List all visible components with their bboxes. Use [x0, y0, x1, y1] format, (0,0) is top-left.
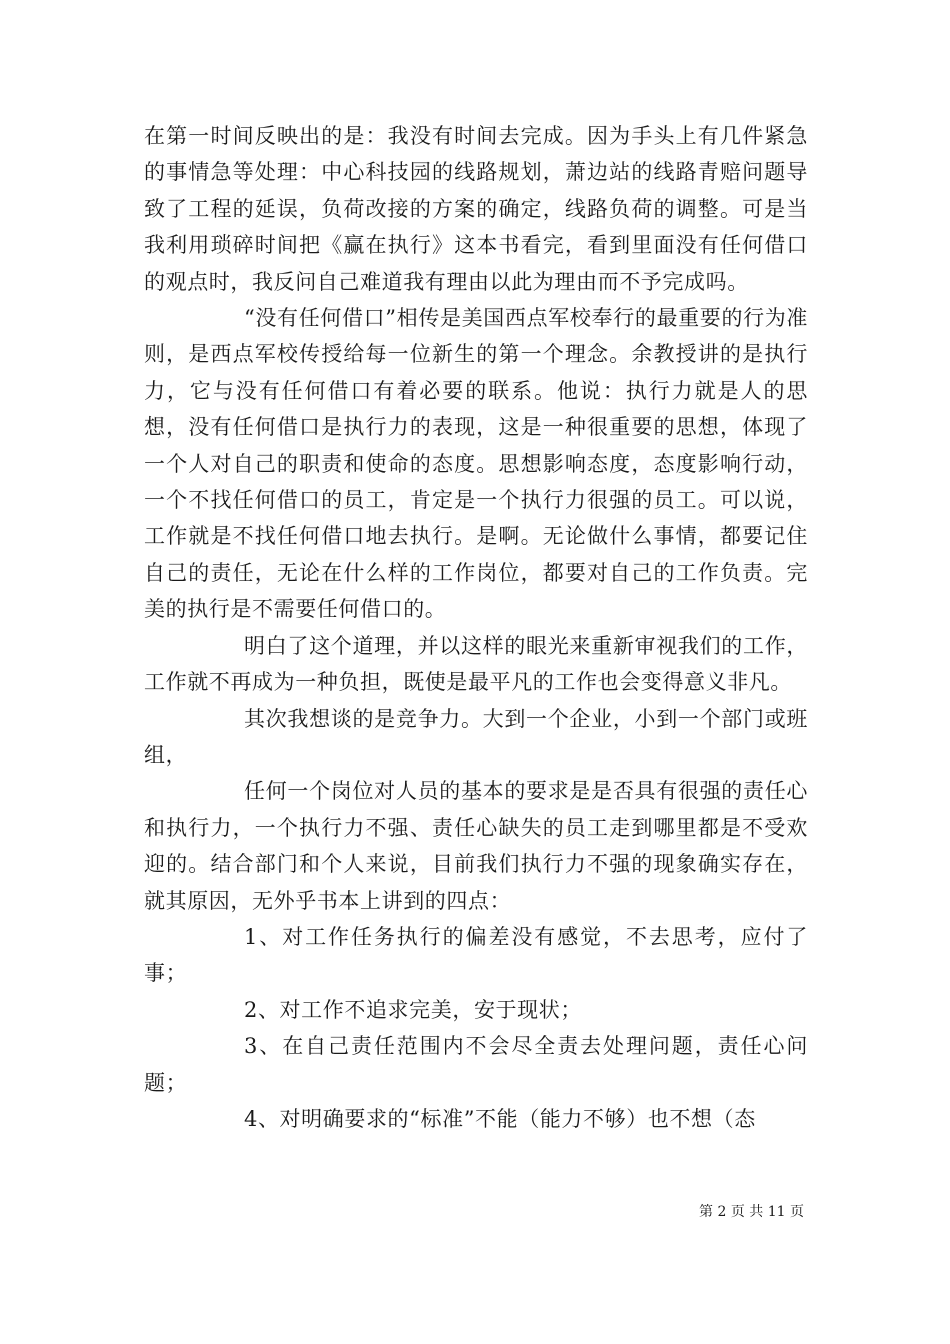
paragraph-3: 明白了这个道理，并以这样的眼光来重新审视我们的工作，工作就不再成为一种负担，既使是最平凡的工作也会变得意义非凡。 [144, 633, 808, 695]
page-number-footer: 第 2 页 共 11 页 [699, 1204, 804, 1220]
document-body [144, 118, 808, 1137]
list-item-1: 1、对工作任务执行的偏差没有感觉，不去思考，应付了事； [144, 924, 808, 986]
paragraph-1: 在第一时间反映出的是：我没有时间去完成。因为手头上有几件紧急的事情急等处理：中心科技园的线路规划，萧边站的线路青赔问题导致了工程的延误，负荷改接的方案的确定，线路负荷的调整。可是当我利用琐碎时间把《赢在执行》这本书看完，看到里面没有任何借口的观点时，我反问自己难道我有理由以此为理由而不予完成吗。 [144, 124, 808, 294]
list-item-2: 2、对工作不追求完美，安于现状； [244, 997, 582, 1022]
paragraph-4: 其次我想谈的是竞争力。大到一个企业，小到一个部门或班组， [144, 706, 808, 767]
list-item-4: 4、对明确要求的“标准”不能（能力不够）也不想（态 [244, 1106, 756, 1131]
paragraph-2: “没有任何借口”相传是美国西点军校奉行的最重要的行为准则，是西点军校传授给每一位新生的第一个理念。余教授讲的是执行力，它与没有任何借口有着必要的联系。他说：执行力就是人的思想，没有任何借口是执行力的表现，这是一种很重要的思想，体现了一个人对自己的职责和使命的态度。思想影响态度，态度影响行动，一个不找任何借口的员工，肯定是一个执行力很强的员工。可以说，工作就是不找任何借口地去执行。是啊。无论做什么事情，都要记住自己的责任，无论在什么样的工作岗位，都要对自己的工作负责。完美的执行是不需要任何借口的。 [144, 306, 808, 622]
list-item-3: 3、在自己责任范围内不会尽全责去处理问题，责任心问题； [144, 1034, 808, 1095]
paragraph-5: 任何一个岗位对人员的基本的要求是是否具有很强的责任心和执行力，一个执行力不强、责任心缺失的员工走到哪里都是不受欢迎的。结合部门和个人来说，目前我们执行力不强的现象确实存在，就其原因，无外乎书本上讲到的四点： [144, 779, 808, 913]
